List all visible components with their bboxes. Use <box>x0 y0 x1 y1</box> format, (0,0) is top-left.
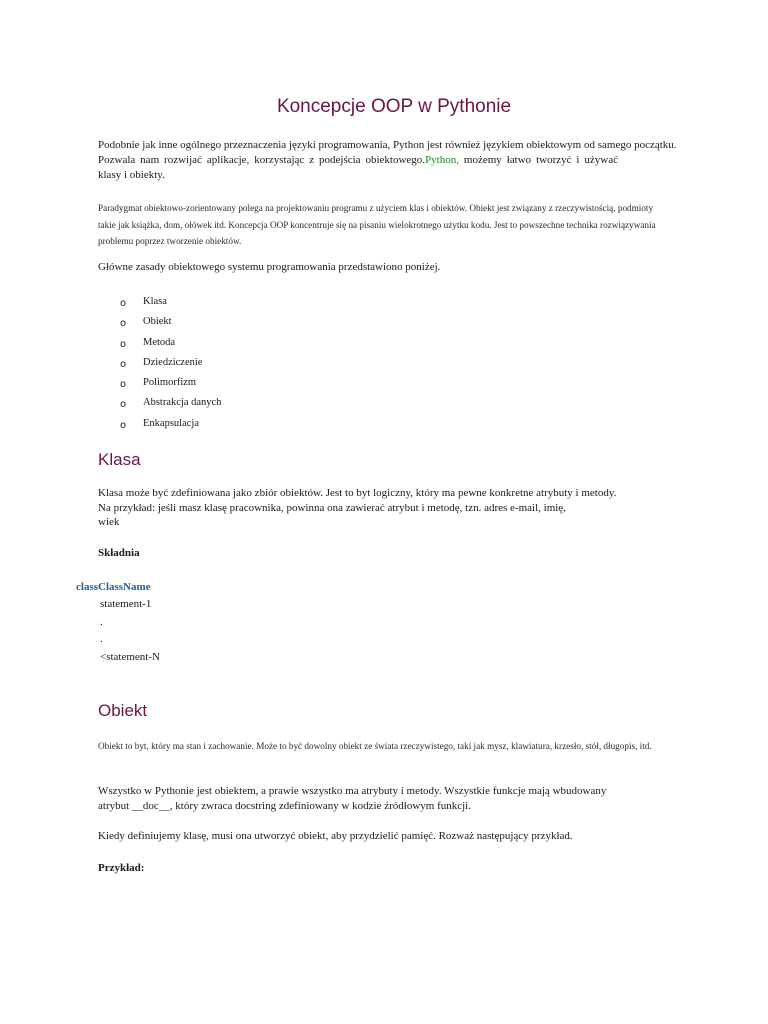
klasa-line-2: Na przykład: jeśli masz klasę pracownika, powinna ona zawierać atrybut i metodę, tzn. adres e-mail, imię, <box>98 501 566 514</box>
intro-line-2-b: możemy łatwo tworzyć i używać <box>459 154 618 166</box>
list-item-label: Abstrakcja danych <box>143 397 222 409</box>
bullet-icon: o <box>120 298 127 309</box>
bullet-icon: o <box>120 318 127 330</box>
obiekt-description: Obiekt to byt, który ma stan i zachowanie. Może to być dowolny obiekt ze świata rzeczywistego, taki jak mysz, klawiatura, krzesło, stół, długopis, itd. <box>98 741 652 751</box>
list-item <box>118 375 221 395</box>
bullet-icon: o <box>120 419 127 431</box>
principles-list <box>118 294 221 436</box>
code-line: <statement-N <box>100 651 160 663</box>
list-item <box>118 416 221 436</box>
klasa-line-1: Klasa może być zdefiniowana jako zbiór obiektów. Jest to byt logiczny, który ma pewne konkretne atrybuty i metody. <box>98 487 617 499</box>
page-title: Koncepcje OOP w Pythonie <box>276 96 512 117</box>
intro-line-3: klasy i obiekty. <box>98 169 165 181</box>
intro-line-1: Podobnie jak inne ogólnego przeznaczenia języki programowania, Python jest również językiem obiektowym od samego początku. <box>98 139 677 151</box>
klasa-heading: Klasa <box>98 450 141 469</box>
code-line: . <box>100 616 103 628</box>
intro-line-2 <box>98 153 618 168</box>
code-line: statement-1 <box>100 598 152 610</box>
list-item-label: Metoda <box>143 336 176 348</box>
list-item-label: Klasa <box>143 296 167 307</box>
list-item-label: Obiekt <box>143 316 172 328</box>
list-item-label: Polimorfizm <box>143 377 197 389</box>
list-item <box>118 335 221 355</box>
list-item <box>118 395 221 415</box>
intro-line-2-a: Pozwala nam rozwijać aplikacje, korzystając z podejścia obiektowego. <box>98 154 426 166</box>
list-item-label: Enkapsulacja <box>143 417 199 429</box>
principles-intro: Główne zasady obiektowego systemu programowania przedstawiono poniżej. <box>98 261 441 273</box>
list-item <box>118 355 221 375</box>
intro-paragraph <box>98 138 677 183</box>
obiekt-paragraph <box>98 784 658 814</box>
code-line: . <box>100 633 103 645</box>
list-item <box>118 294 221 314</box>
obiekt-line-1: Wszystko w Pythonie jest obiektem, a prawie wszystko ma atrybuty i metody. Wszystkie funkcje mają wbudowany <box>98 785 607 797</box>
syntax-label: Składnia <box>98 547 140 559</box>
obiekt-line-2: atrybut __doc__, który zwraca docstring zdefiniowany w kodzie źródłowym funkcji. <box>98 800 471 812</box>
memory-paragraph: Kiedy definiujemy klasę, musi ona utworzyć obiekt, aby przydzielić pamięć. Rozważ następujący przykład. <box>98 830 573 842</box>
list-item-label: Dziedziczenie <box>143 356 203 368</box>
bullet-icon: o <box>120 358 127 370</box>
klasa-paragraph <box>98 486 658 530</box>
paradigm-paragraph: Paradygmat obiektowo-zorientowany polega na projektowaniu programu z użyciem klas i obiektów. Obiekt jest związany z rzeczywistością, podmioty takie jak książka, dom, ołówek itd. Koncepcja OOP koncentruje się na pisaniu wielokrotnego użytku kodu. Jest to powszechne technika rozwiązywania problemu poprzez tworzenie obiektów. <box>98 203 656 246</box>
code-class-keyword: classClassName <box>76 581 151 593</box>
bullet-icon: o <box>120 399 127 411</box>
bullet-icon: o <box>120 338 127 350</box>
obiekt-heading: Obiekt <box>98 701 148 720</box>
python-link[interactable]: Python, <box>425 154 459 166</box>
list-item <box>118 314 221 334</box>
klasa-line-3: wiek <box>98 516 120 528</box>
example-label: Przykład: <box>98 862 145 874</box>
bullet-icon: o <box>120 379 127 391</box>
